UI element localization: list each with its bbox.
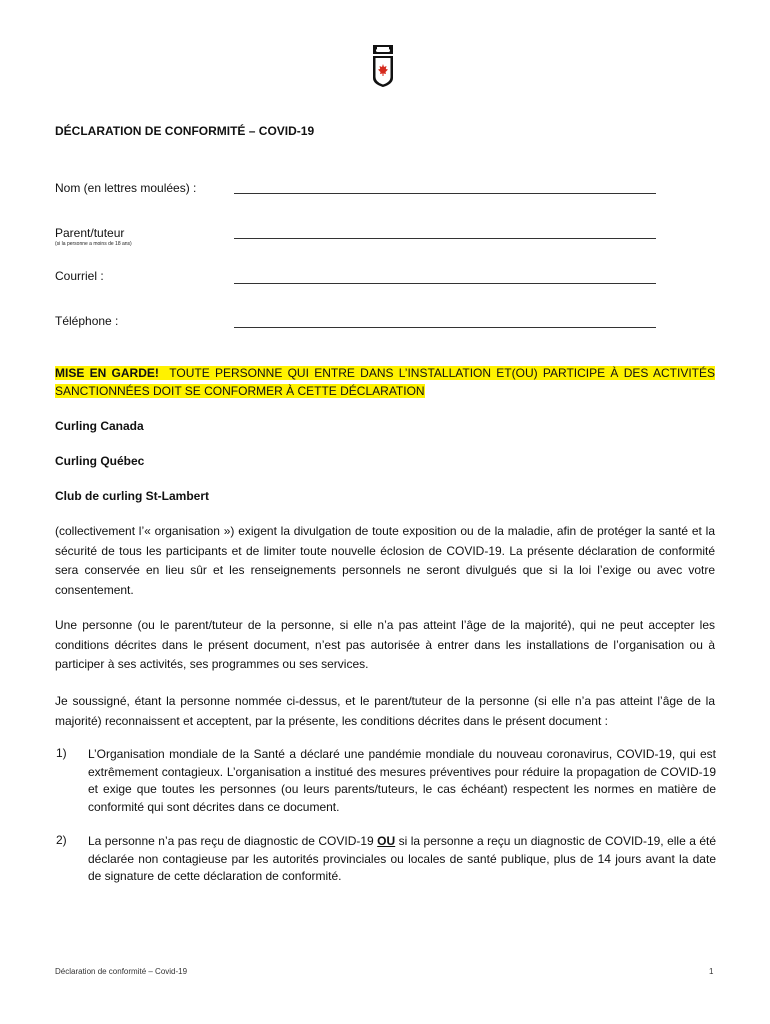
paragraph-acknowledgement: Je soussigné, étant la personne nommée ci-dessus, et le parent/tuteur de la personne (si elle n’a pas atteint l’âge de la majorité) reconnaissent et acceptent, par la présente, les conditions décrites dans le présent document : — [55, 694, 715, 728]
guardian-label: Parent/tuteur — [55, 226, 125, 240]
emphasis-ou: OU — [377, 834, 396, 848]
warning-text: TOUTE PERSONNE QUI ENTRE DANS L’INSTALLATION ET(OU) PARTICIPE À DES ACTIVITÉS SANCTIONNÉES DOIT SE CONFORMER À CETTE DÉCLARATION — [55, 366, 715, 398]
list-item-text: L’Organisation mondiale de la Santé a déclaré une pandémie mondiale du nouveau coronavirus, COVID-19, qui est extrêmement contagieux. L’organisation a institué des mesures préventives pour réduire la propagation de COVID-19 et exige que toutes les personnes (ou leurs parents/tuteurs, le cas échéant) respectent les normes en matière de conformité qui sont décrites dans ce document. — [88, 747, 716, 814]
org-curling-canada: Curling Canada — [55, 419, 144, 433]
name-field[interactable] — [234, 193, 656, 194]
email-label: Courriel : — [55, 269, 104, 283]
phone-label: Téléphone : — [55, 314, 119, 328]
curling-stone-crest-icon — [372, 44, 394, 88]
item-text-after: si la personne a reçu un diagnostic de COVID-19, elle a été déclarée non contagieuse par les autorités provinciales ou locales de santé publique, plus de 14 jours avant la date de signature de cette déclaration de conformité. — [88, 834, 717, 883]
email-field[interactable] — [234, 283, 656, 284]
org-curling-quebec: Curling Québec — [55, 454, 145, 468]
paragraph-non-acceptance: Une personne (ou le parent/tuteur de la personne, si elle n’a pas atteint l’âge de la majorité), qui ne peut accepter les conditions décrites dans le présent document, n’est pas autorisée à entrer dans les installations de l’organisation ou à participer à ses activités, ses programmes ou ses services. — [55, 618, 715, 671]
list-item-text — [88, 833, 716, 886]
footer-title: Déclaration de conformité – Covid-19 — [55, 967, 188, 976]
name-label: Nom (en lettres moulées) : — [55, 181, 197, 195]
list-item-number: 2) — [56, 833, 67, 847]
warning-prefix: MISE EN GARDE! — [55, 366, 159, 380]
item-text-before: La personne n’a pas reçu de diagnostic de COVID-19 — [88, 834, 374, 848]
page-number: 1 — [709, 967, 714, 976]
guardian-note: (si la personne a moins de 18 ans) — [55, 241, 132, 247]
warning-notice — [55, 364, 715, 400]
guardian-field[interactable] — [234, 238, 656, 239]
phone-field[interactable] — [234, 327, 656, 328]
paragraph-collective: (collectivement l’« organisation ») exigent la divulgation de toute exposition ou de la maladie, afin de protéger la santé et la sécurité de tous les participants et de limiter toute nouvelle éclosion de COVID-19. La présente déclaration de conformité sera conservée en lieu sûr et les renseignements personnels ne seront divulgués que si la loi l’exige ou avec votre consentement. — [55, 524, 715, 597]
org-club-st-lambert: Club de curling St-Lambert — [55, 489, 210, 503]
list-item-number: 1) — [56, 746, 67, 760]
page-title: DÉCLARATION DE CONFORMITÉ – COVID-19 — [55, 124, 315, 138]
